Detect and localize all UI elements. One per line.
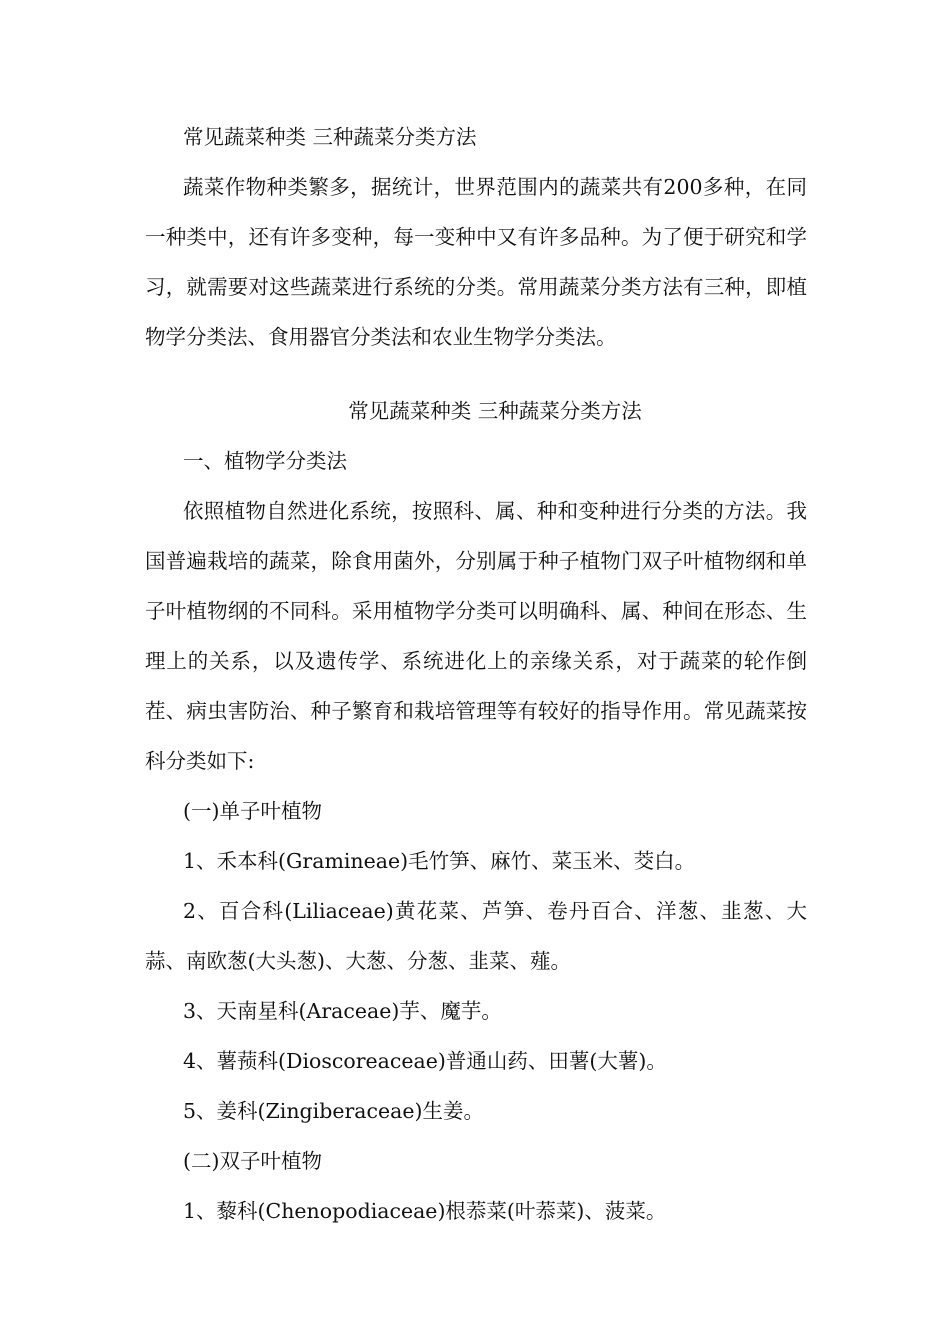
- section-heading-botanical: 一、植物学分类法: [183, 449, 347, 473]
- document-page: [145, 112, 807, 1236]
- intro-paragraph: 蔬菜作物种类繁多，据统计，世界范围内的蔬菜共有200多种，在同一种类中，还有许多变种，每一变种中又有许多品种。为了便于研究和学习，就需要对这些蔬菜进行系统的分类。常用蔬菜分类方法有三种，即植物学分类法、食用器官分类法和农业生物学分类法。: [145, 175, 807, 349]
- document-title: 常见蔬菜种类 三种蔬菜分类方法: [183, 125, 477, 149]
- dicot-heading: (二)双子叶植物: [183, 1149, 322, 1173]
- list-item: 5、姜科(Zingiberaceae)生姜。: [183, 1099, 484, 1123]
- list-item: 4、薯蓣科(Dioscoreaceae)普通山药、田薯(大薯)。: [183, 1049, 667, 1073]
- list-item: 2、百合科(Liliaceae)黄花菜、芦笋、卷丹百合、洋葱、韭葱、大蒜、南欧葱(大头葱)、大葱、分葱、韭菜、薤。: [145, 899, 807, 973]
- list-item: 3、天南星科(Araceae)芋、魔芋。: [183, 999, 502, 1023]
- monocot-heading: (一)单子叶植物: [183, 799, 322, 823]
- list-item: 1、藜科(Chenopodiaceae)根菾菜(叶菾菜)、菠菜。: [183, 1199, 667, 1223]
- section-body-botanical: 依照植物自然进化系统，按照科、属、种和变种进行分类的方法。我国普遍栽培的蔬菜，除食用菌外，分别属于种子植物门双子叶植物纲和单子叶植物纲的不同科。采用植物学分类可以明确科、属、种间在形态、生理上的关系，以及遗传学、系统进化上的亲缘关系，对于蔬菜的轮作倒茬、病虫害防治、种子繁育和栽培管理等有较好的指导作用。常见蔬菜按科分类如下:: [145, 499, 807, 773]
- list-item: 1、禾本科(Gramineae)毛竹笋、麻竹、菜玉米、茭白。: [183, 849, 696, 873]
- center-title: 常见蔬菜种类 三种蔬菜分类方法: [348, 399, 642, 423]
